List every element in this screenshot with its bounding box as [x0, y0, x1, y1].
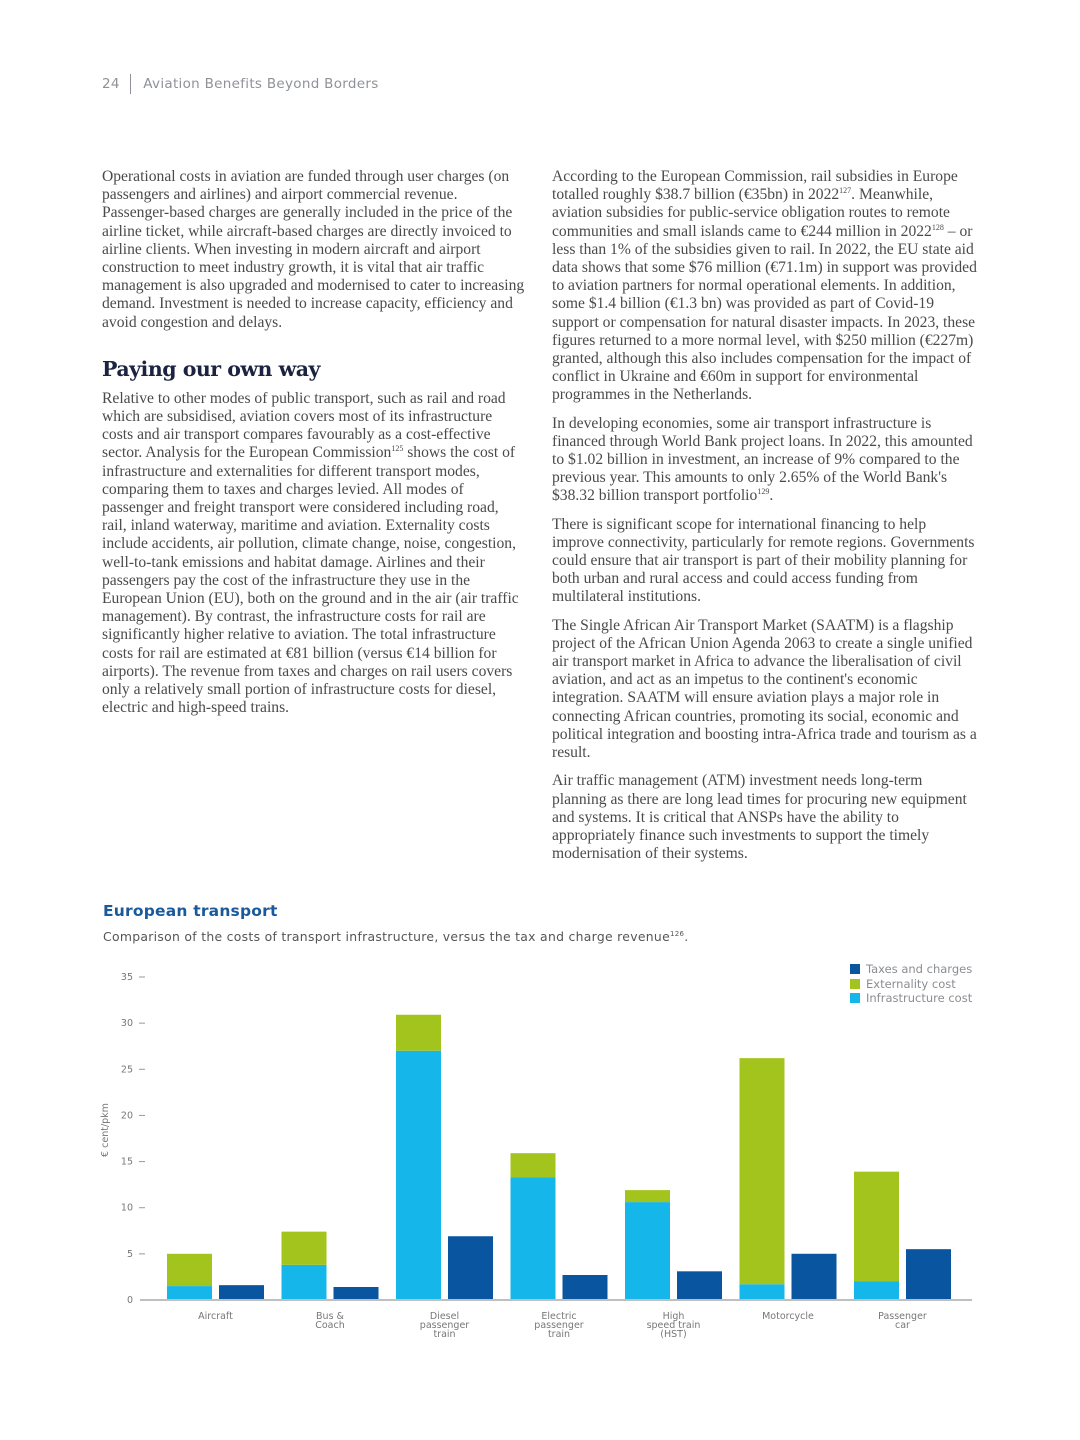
bar-infrastructure-cost [396, 1051, 441, 1299]
paragraph-atm: Air traffic management (ATM) investment needs long-term planning as there are long lead times for procuring new equipment and systems. It is critical that ANSPs have the ability to appropriately finance such investments to support the timely modernisation of their systems. [552, 772, 967, 863]
legend-label: Infrastructure cost [866, 991, 973, 1005]
x-category-label-line: Coach [315, 1320, 345, 1331]
page-number: 24 [102, 76, 120, 92]
left-column [102, 168, 527, 727]
paragraph-subsidies [552, 168, 977, 405]
section-heading: Paying our own way [102, 356, 320, 381]
bar-infrastructure-cost [625, 1202, 670, 1299]
right-column [552, 168, 977, 873]
chart-title: European transport [103, 902, 278, 920]
bar-infrastructure-cost [167, 1286, 212, 1299]
bar-infrastructure-cost [854, 1281, 899, 1299]
x-category-label-line: passenger [534, 1320, 584, 1331]
bar-infrastructure-cost [282, 1265, 327, 1299]
bar-infrastructure-cost [511, 1177, 556, 1299]
document-title: Aviation Benefits Beyond Borders [143, 76, 379, 92]
text-span: According to the European Commission, rail subsidies in Europe totalled roughly $38.7 billion (€35bn) in 2022 [552, 168, 958, 204]
x-category-label-line: High [662, 1311, 685, 1322]
section-paragraph [102, 390, 527, 718]
y-axis-label: € cent/pkm [100, 1103, 111, 1157]
y-tick-label: 0 [126, 1295, 133, 1306]
x-category-label-line: Bus & [316, 1311, 344, 1322]
bar-infrastructure-cost [740, 1284, 785, 1299]
paragraph-international-financing: There is significant scope for international financing to help improve connectivity, particularly for remote regions. Governments could ensure that air transport is part of their mobility planning for both urban and rural access and could access funding from multilateral institutions. [552, 515, 975, 606]
text-span: – or less than 1% of the subsidies given to rail. In 2022, the EU state aid data shows that some $76 million (€71.1m) in support was provided to aviation partners for normal operational elements. In addition, some $1.4 billion (€1.3 bn) was provided as part of Covid-19 support or compensation for natural disaster impacts. In 2023, these figures returned to a more normal level, with $250 million (€227m) granted, although this also includes compensation for the impact of conflict in Ukraine and €60m in support for environmental programmes in the Netherlands. [552, 222, 977, 404]
x-category-label-line: (HST) [660, 1329, 687, 1340]
x-category-label [420, 1311, 469, 1340]
x-category-label-line: speed train [646, 1320, 701, 1331]
x-category-label [534, 1311, 583, 1340]
x-category-label [762, 1311, 814, 1322]
y-tick-label: 20 [120, 1110, 133, 1122]
intro-paragraph: Operational costs in aviation are funded through user charges (on passengers and airlines) and airport commercial revenue. Passenger-based charges are generally included in the price of the airline ticket, while aircraft-based charges are directly invoiced to airline clients. When investing in modern aircraft and airport construction to meet industry growth, it is vital that air traffic management is also upgraded and modernised to cater to increasing demand. Investment is needed to increase capacity, efficiency and avoid congestion and delays. [102, 168, 525, 331]
bar-taxes-and-charges [906, 1249, 951, 1299]
paragraph-world-bank [552, 415, 977, 506]
footnote-ref[interactable]: 125 [391, 444, 404, 454]
text-span: In developing economies, some air transport infrastructure is financed through World Bank project loans. In 2022, this amounted to $1.02 billion in investment, an increase of 9% compared to the previous year. This amounts to only 2.65% of the World Bank's $38.32 billion transport portfolio [552, 414, 973, 505]
text-span: shows the cost of infrastructure and externalities for different transport modes, comparing them to taxes and charges levied. All modes of passenger and freight transport were considered including road, rail, inland waterway, maritime and aviation. Externality costs include accidents, air pollution, climate change, noise, congestion, well-to-tank emissions and habitat damage. Airlines and their passengers pay the cost of the infrastructure they use in the European Union (EU), both on the ground and in the air (air traffic management). By contrast, the infrastructure costs for rail are significantly higher relative to aviation. The total infrastructure costs for rail are estimated at €81 billion (versus €14 billion for airports). The revenue from taxes and charges on rail users covers only a relatively small portion of infrastructure costs for diesel, electric and high-speed trains. [102, 444, 519, 717]
x-category-label-line: car [895, 1320, 910, 1331]
footnote-ref[interactable]: 126 [670, 930, 685, 938]
text-span: Relative to other modes of public transport, such as rail and road which are subsidised, aviation covers most of its infrastructure costs and air transport compares favourably as a cost-effective sector. Analysis for the European Commission [102, 389, 506, 462]
x-category-label-line: train [433, 1329, 456, 1340]
bar-externality-cost [625, 1190, 670, 1202]
text-span: . Meanwhile, aviation subsidies for public-service obligation routes to remote communities and small islands came to €244 million in 2022 [552, 186, 950, 240]
legend-label: Taxes and charges [866, 962, 973, 976]
x-category-label-line: Motorcycle [762, 1311, 814, 1322]
x-category-label-line: train [547, 1329, 571, 1340]
bar-taxes-and-charges [563, 1275, 608, 1299]
y-tick-label: 10 [120, 1202, 133, 1214]
stacked-bar-chart [0, 950, 1080, 1360]
bar-externality-cost [167, 1254, 212, 1286]
bar-taxes-and-charges [448, 1236, 493, 1299]
footnote-ref[interactable]: 129 [757, 487, 770, 497]
footnote-ref[interactable]: 128 [931, 222, 944, 232]
bar-externality-cost [740, 1058, 785, 1284]
y-tick-label: 5 [126, 1248, 133, 1260]
x-category-label [878, 1311, 927, 1331]
x-category-label [315, 1311, 345, 1331]
bar-taxes-and-charges [792, 1254, 837, 1299]
y-tick-label: 25 [120, 1064, 133, 1076]
bar-externality-cost [854, 1172, 899, 1282]
x-category-label-line: Diesel [429, 1311, 460, 1322]
y-tick-label: 30 [120, 1018, 133, 1030]
x-category-label-line: Electric [541, 1311, 577, 1322]
y-tick-label: 15 [120, 1156, 133, 1168]
header-divider [130, 74, 132, 94]
y-tick-label: 35 [120, 972, 133, 983]
paragraph-saatm: The Single African Air Transport Market (SAATM) is a flagship project of the African Union Agenda 2063 to create a single unified air transport market in Africa to advance the liberalisation of civil aviation, and act as an impetus to the continent's economic integration. SAATM will ensure aviation plays a major role in connecting African countries, promoting its social, economic and political integration and boosting intra-Africa trade and tourism as a result. [552, 616, 977, 762]
subtitle-text: Comparison of the costs of transport infrastructure, versus the tax and charge revenue [103, 929, 670, 944]
x-category-label [647, 1311, 701, 1340]
x-category-label [198, 1311, 233, 1322]
text-span: . [769, 487, 774, 505]
x-category-label-line: passenger [419, 1320, 470, 1331]
page-header [102, 74, 379, 94]
bar-externality-cost [396, 1015, 441, 1051]
bar-taxes-and-charges [334, 1287, 379, 1299]
bar-taxes-and-charges [219, 1285, 264, 1299]
bar-taxes-and-charges [677, 1271, 722, 1299]
footnote-ref[interactable]: 127 [839, 186, 852, 196]
x-category-label-line: Aircraft [198, 1311, 233, 1322]
bar-externality-cost [511, 1153, 556, 1177]
legend-label: Externality cost [866, 976, 956, 991]
bar-externality-cost [282, 1232, 327, 1265]
x-category-label-line: Passenger [878, 1311, 927, 1322]
chart-subtitle: Comparison of the costs of transport infrastructure, versus the tax and charge revenue$^{126}$. [103, 929, 689, 944]
